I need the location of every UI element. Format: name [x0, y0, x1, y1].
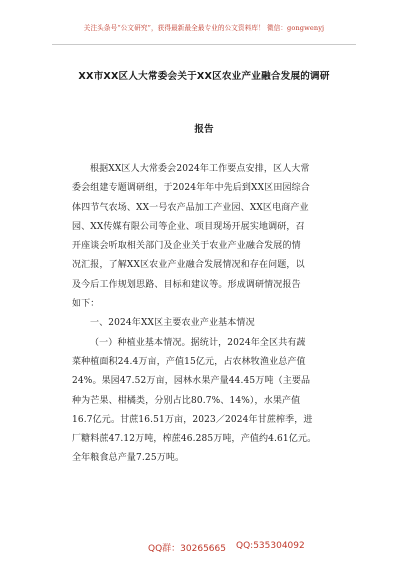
body-line: 委会组建专题调研组，于2024年年中先后到XX区田园综合	[72, 183, 310, 194]
body-line: 根据XX区人大常委会2024年工作要点安排，区人大常	[90, 164, 310, 174]
body-line: 开座谈会听取相关部门及企业关于农业产业融合发展的情	[72, 241, 301, 252]
body-line: 全年粮食总产量7.25万吨。	[72, 453, 185, 464]
body-line: 如下：	[72, 299, 100, 310]
body-line: 24%。果园47.52万亩，园林水果产量44.45万吨（主要品	[72, 376, 311, 387]
body-line: 16.7亿元。甘蔗16.51万亩，2023／2024年甘蔗榨季，进	[72, 414, 313, 425]
document-title: XX市XX区人大常委会关于XX区农业产业融合发展的调研	[78, 71, 330, 82]
document-subtitle: 报告	[194, 124, 214, 135]
footer	[0, 541, 408, 555]
document-body	[72, 160, 352, 469]
header-banner: 关注头条号“公文研究”，获得最新最全最专业的公文资料库！ 微信：gongwenyj	[83, 24, 325, 32]
body-line: 厂糖料蔗47.12万吨，榨蔗46.285万吨，产值约4.61亿元。	[72, 434, 317, 445]
body-line: 种为芒果、柑橘类，分别占比80.7%、14%），水果产值	[72, 395, 301, 406]
header-divider	[52, 44, 356, 45]
body-line: 况汇报，了解XX区农业产业融合发展情况和存在问题，以	[72, 260, 305, 271]
qq-contact-text: QQ:535304092	[236, 541, 305, 551]
body-line: （一）种植业基本情况。据统计，2024年全区共有蔬	[90, 337, 306, 348]
body-line: 菜种植面积24.4万亩，产值15亿元，占农林牧渔业总产值	[72, 356, 306, 367]
body-line: 及今后工作规划思路、目标和建议等。形成调研情况报告	[72, 279, 301, 290]
section-heading: 一、2024年XX区主要农业产业基本情况	[90, 318, 255, 329]
body-line: 园、XX传媒有限公司等企业、项目现场开展实地调研，召	[72, 221, 305, 232]
body-line: 体四节气农场、XX一号农产品加工产业园、XX区电商产业	[72, 202, 309, 213]
qq-group-text: QQ群：30265665	[148, 544, 226, 554]
